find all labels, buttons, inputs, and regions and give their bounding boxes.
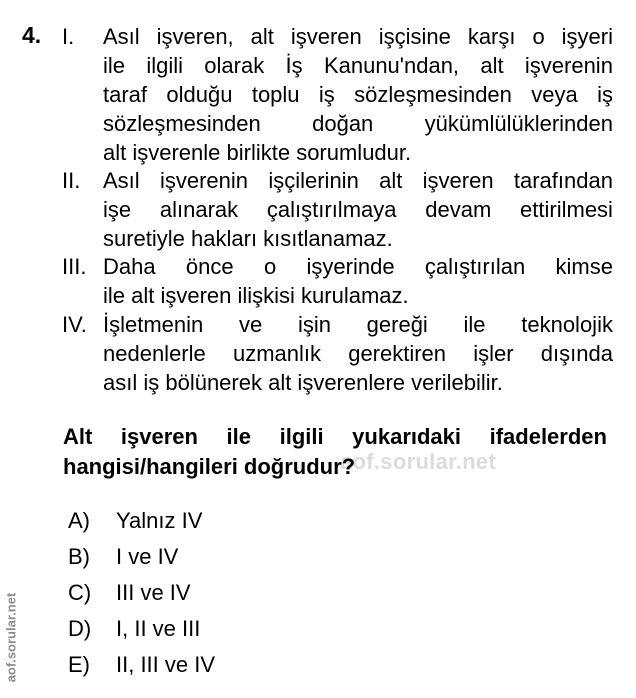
statement-numeral: II. [62, 168, 81, 193]
statement-line: ile alt işveren ilişkisi kurulamaz. [103, 283, 409, 308]
statement-text [103, 310, 613, 397]
option-text: I ve IV [116, 544, 179, 569]
inline-watermark: aof.sorular.net [340, 449, 497, 474]
statement-numeral: IV. [62, 312, 87, 337]
statement-line: ile ilgili olarak İş Kanunu'ndan, alt işverenin [103, 53, 613, 78]
statement-line: nedenlerle uzmanlık gerektiren işler dışında [103, 341, 613, 366]
statement-line: asıl iş bölünerek alt işverenlere verilebilir. [103, 370, 503, 395]
statement-line: Daha önce o işyerinde çalıştırılan kimse [103, 254, 613, 279]
statement-line: Asıl işverenin işçilerinin alt işveren tarafından [103, 168, 613, 193]
option-text: I, II ve III [116, 616, 201, 641]
option-letter: A) [68, 508, 90, 533]
prompt-line: hangisi/hangileri doğrudur? [63, 454, 356, 479]
statement-line: işe alınarak çalıştırılmaya devam ettirilmesi [103, 197, 613, 222]
option-letter: D) [68, 616, 92, 641]
statement-line: suretiyle hakları kısıtlanamaz. [103, 226, 393, 251]
option-text: Yalnız IV [116, 508, 203, 533]
option-text: III ve IV [116, 580, 191, 605]
statement-line: taraf olduğu toplu iş sözleşmesinden veya iş [103, 82, 613, 107]
statement-line: alt işverenle birlikte sorumludur. [103, 140, 412, 165]
side-watermark [0, 590, 20, 690]
question-prompt [63, 422, 607, 482]
statement-numeral: I. [62, 24, 75, 49]
option-letter: B) [68, 544, 90, 569]
statement-text [103, 252, 613, 310]
statement-line: İşletmenin ve işin gereği ile teknolojik [103, 312, 613, 337]
question-number: 4. [22, 22, 42, 48]
statement-numeral: III. [62, 254, 87, 279]
option-letter: C) [68, 580, 92, 605]
prompt-line: Alt işveren ile ilgili yukarıdaki ifadelerden [63, 424, 607, 449]
option-text: II, III ve IV [116, 652, 216, 677]
side-watermark-text: aof.sorular.net [3, 592, 19, 683]
statement-text [103, 22, 613, 167]
statement-line: sözleşmesinden doğan yükümlülüklerinden [103, 111, 613, 136]
option-letter: E) [68, 652, 90, 677]
statement-text [103, 166, 613, 253]
statement-line: Asıl işveren, alt işveren işçisine karşı o işyeri [103, 24, 613, 49]
